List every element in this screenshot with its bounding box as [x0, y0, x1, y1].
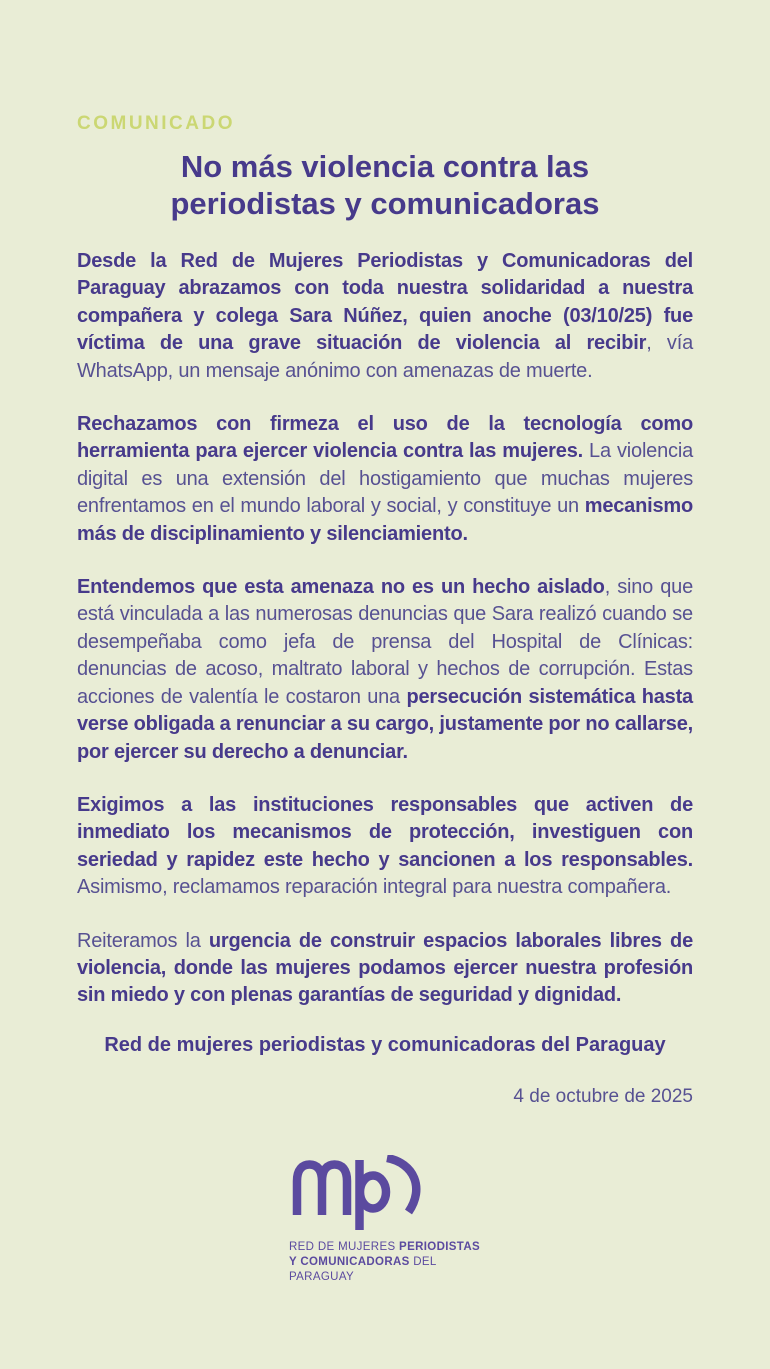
- logo-wordmark: [289, 1240, 481, 1285]
- logo-text-line1: RED DE MUJERES PERIODISTAS: [289, 1240, 480, 1253]
- paragraph-2: Rechazamos con firmeza el uso de la tecnología como herramienta para ejercer violencia contra las mujeres. La violencia digital es una extensión del hostigamiento que muchas mujeres enfrentamos en el mundo laboral y social, y constituye un mecanismo más de disciplinamiento y silenciamiento.: [77, 413, 693, 545]
- mp-logo-icon: [291, 1155, 426, 1231]
- page-title: No más violencia contra las periodistas y comunicadoras: [170, 149, 600, 221]
- date-line: 4 de octubre de 2025: [513, 1085, 693, 1107]
- logo-text-line2: Y COMUNICADORAS DEL PARAGUAY: [289, 1255, 437, 1283]
- paragraph-3: Entendemos que esta amenaza no es un hecho aislado, sino que está vinculada a las numerosas denuncias que Sara realizó cuando se desempeñaba como jefa de prensa del Hospital de Clínicas: denuncias de acoso, maltrato laboral y hechos de corrupción. Estas acciones de valentía le costaron una persecución sistemática hasta verse obligada a renunciar a su cargo, justamente por no callarse, por ejercer su derecho a denunciar.: [77, 576, 693, 763]
- statement-body: [77, 248, 693, 1010]
- signature-line: Red de mujeres periodistas y comunicadoras del Paraguay: [104, 1033, 666, 1056]
- paragraph-4: Exigimos a las instituciones responsables que activen de inmediato los mecanismos de protección, investiguen con seriedad y rapidez este hecho y sancionen a los responsables. Asimismo, reclamamos reparación integral para nuestra compañera.: [77, 793, 693, 899]
- paragraph-5: Reiteramos la urgencia de construir espacios laborales libres de violencia, donde las mujeres podamos ejercer nuestra profesión sin miedo y con plenas garantías de seguridad y dignidad.: [77, 929, 693, 1007]
- paragraph-1: Desde la Red de Mujeres Periodistas y Comunicadoras del Paraguay abrazamos con toda nuestra solidaridad a nuestra compañera y colega Sara Núñez, quien anoche (03/10/25) fue víctima de una grave situación de violencia al recibir, vía WhatsApp, un mensaje anónimo con amenazas de muerte.: [77, 250, 693, 382]
- kicker-label: COMUNICADO: [77, 113, 235, 134]
- org-logo: [289, 1155, 481, 1285]
